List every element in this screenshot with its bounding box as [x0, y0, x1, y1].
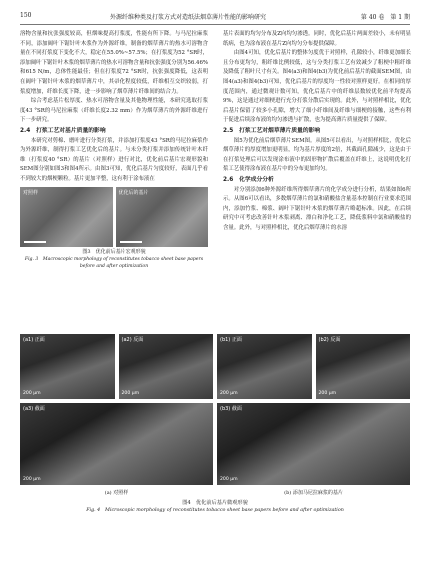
panel-label: (b1) 正面 — [220, 337, 242, 343]
panel-label: 优化后的基片 — [118, 189, 149, 196]
volume-info: 第 40 卷 第 1 期 — [360, 14, 410, 21]
figure-3 — [20, 187, 208, 270]
right-column — [223, 30, 411, 233]
paragraph: 溶物含量和抗张强度较高，但烟味提高打浆度，性能有所下降。与马尼拉麻浆不同，添加阔叶下锯针叶木浆作为外源纤维，制备的烟草薄片的热水可溶物含量在不同打浆度下变化不大，稳定在55.0%~57.5%；在打浆度为52 °SR时，添加阔叶下锯针叶木浆的烟草薄片的热水可溶物含量和抗张强度分别为56.46%和615 N/m，总体性能最佳；但在打浆度72 °SR时，抗张强度降低，这表明在阔叶下锯针叶木浆的烟草薄片中，其帚化程度较低，纤维相互交织较弱，打浆度增加，纤维长度下降，进一步影响了烟草薄片纤维间的结合力。 — [20, 31, 208, 95]
figure-4-caption — [20, 500, 410, 514]
sem-image-a1 — [20, 334, 115, 399]
figure-3-panel-a — [20, 187, 113, 247]
sem-image-a3 — [20, 403, 213, 485]
scale-label: 200 μm — [23, 477, 41, 482]
section-heading: 2.4 打浆工艺对基片质量的影响 — [20, 127, 106, 134]
subcaption-a: (a) 对照样 — [104, 490, 129, 496]
paragraph: 由图4可知，优化后基片的整体匀度优于对照样，孔隙较小，纤维更加细长且分布更均匀，粗纤维比例较低，这与分类打浆工艺有效减少了粗梗中粗纤维及降低了粗叶尺寸有关。图4(a3)和图4(b3)为优化前后基片的截面SEM图，由图4(a3)和图4(b3)可知，优化后基片的厚度均一性较对照样更好。在相同的厚度范围内，通过微观计数可知，优化后基片中的纤维层数较优化前平均提高9%，这是通过对细梗进行充分打浆分散后实现的。此外，与对照样相比，优化后基片保留了较多小孔隙，增大了细小纤维间及纤维与细梗的接触，这些有利于促进后续涂布液的均匀渗透与扩散，也为提高薄片质量提供了保障。 — [223, 50, 411, 124]
section-heading: 2.6 化学成分分析 — [223, 176, 274, 183]
panel-label: (b2) 反面 — [318, 337, 341, 343]
paragraph: 本研究对剪棉、磨叶进行分类打浆，并添加打浆度43 °SR的马尼拉麻浆作为外源纤维，制得打浆工艺优化后的基片。与未分类打浆并添加传统针叶木纤维（打浆度40 °SR）的基片（对照样）进行对比，优化前后基片宏观形貌和SEM图分别如图3和图4所示。由图3可知，优化后基片匀度较好，表面几乎看不到较大的烟梗颗粒。基片更加平整，这有利于涂布液在 — [20, 137, 208, 182]
caption-en: Fig. 3 Macroscopic morphology of reconstitutes tobacco sheet base papers before and after optimization — [24, 256, 204, 269]
sem-image-b1 — [217, 334, 312, 399]
figure-3-caption — [20, 249, 208, 270]
paragraph: 对分别添加6种外源纤维所得烟草薄片的化学成分进行分析，结果如图6所示。从图6可以看出，多数烟草薄片的氯和硝酸盐含量基本控制在行业要求范围内，添加竹浆、棉浆、阔叶下锯针叶木浆的烟草薄片略超标准。因此，在后续研究中可考虑改善针叶木浆剥离、漂白和净化工艺，降低浆料中氯和硝酸盐的含量。此外，与对照样相比，优化后烟草薄片的水溶 — [223, 186, 411, 231]
sem-image-a2 — [119, 334, 214, 399]
paragraph: 基片表面的均匀分布及Z向均匀渗透。同时，优化后基片两面差较小，未有明显纸病，也为涂布液在基片Z向均匀分布提供保障。 — [223, 31, 411, 47]
figure-4 — [20, 334, 410, 514]
caption-cn: 图3 优化前后基片宏观形貌 — [82, 248, 146, 255]
panel-label: (a2) 反面 — [121, 337, 144, 343]
scale-bar — [120, 241, 142, 243]
scale-label: 200 μm — [121, 391, 140, 396]
paragraph: 图5为优化前后烟草薄片SEM图。从图5可以看出，与对照样相比，优化后烟草薄片的厚度增加更明显，均为基片厚度的2倍，其截面孔隙减少，这是由于在打浆处理后可以发现涂布液中的固形物扩散后覆盖在纤维上，这说明优化打浆工艺使得涂布液在基片中的分布更加均匀。 — [223, 137, 411, 173]
sem-image-b2 — [316, 334, 411, 399]
subcaption-b: (b) 添加马尼拉麻浆的基片 — [284, 490, 343, 496]
header-rule — [20, 24, 410, 25]
panel-label: (b3) 截面 — [220, 406, 242, 412]
running-header — [20, 12, 410, 24]
scale-bar — [24, 241, 46, 243]
panel-label: (a1) 正面 — [23, 337, 45, 343]
caption-cn: 图4 优化前后基片微观形貌 — [182, 500, 248, 506]
running-title: 外源纤维种类及打浆方式对造纸法烟草薄片性能的影响研究 — [110, 14, 267, 21]
sem-image-b3 — [217, 403, 410, 485]
figure-3-panel-b — [116, 187, 209, 247]
caption-en: Fig. 4 Microscopic morphology of reconstitutes tobacco sheet base papers before and after optimization — [86, 508, 344, 513]
section-heading: 2.5 打浆工艺对烟草薄片质量的影响 — [223, 127, 321, 134]
paragraph: 综合考虑基片松厚度、热水可溶物含量及其他物理性能，本研究选取打浆度43 °SR的马尼拉麻浆（纤维长度2.32 mm）作为烟草薄片的外源纤维进行下一步研究。 — [20, 98, 208, 124]
page-number: 150 — [20, 12, 32, 19]
panel-label: (a3) 截面 — [23, 406, 45, 412]
left-column — [20, 30, 208, 270]
panel-label: 对照样 — [23, 189, 39, 196]
scale-label: 200 μm — [318, 391, 337, 396]
scale-label: 200 μm — [220, 391, 238, 396]
scale-label: 200 μm — [220, 477, 238, 482]
scale-label: 200 μm — [23, 391, 41, 396]
